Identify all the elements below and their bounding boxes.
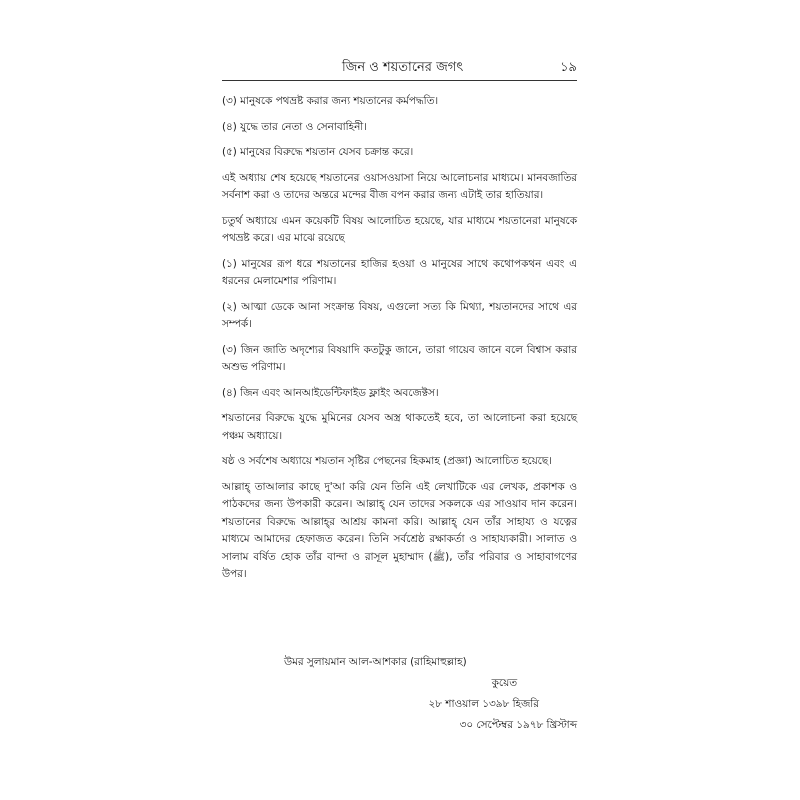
list-item: (৪) যুদ্ধে তার নেতা ও সেনাবাহিনী। <box>222 120 367 133</box>
list-item: (৩) জিন জাতি অদৃশ্যের বিষয়াদি কতটুকু জানে, তারা গায়েব জানে বলে বিশ্বাস করার অশুভ পরিণাম। <box>222 343 577 373</box>
signature-hijri-date: ২৮ শাওয়াল ১৩৯৮ হিজরি <box>428 698 539 710</box>
page-body <box>222 93 577 592</box>
signature-author: উমর সুলায়মান আল-আশকার (রাহিমাহুল্লাহ) <box>284 656 467 668</box>
paragraph: ষষ্ঠ ও সর্বশেষ অধ্যায়ে শয়তান সৃষ্টির পেছনের হিকমাহ (প্রজ্ঞা) আলোচিত হয়েছে। <box>222 455 552 467</box>
header-rule <box>222 80 577 81</box>
signature-block <box>222 652 577 736</box>
list-item: (৫) মানুষের বিরুদ্ধে শয়তান যেসব চক্রান্ত করে। <box>222 146 414 158</box>
page-number: ১৯ <box>560 60 577 75</box>
signature-place: কুয়েত <box>491 677 517 689</box>
paragraph: চতুর্থ অধ্যায়ে এমন কয়েকটি বিষয় আলোচিত হয়েছে, যার মাধ্যমে শয়তানেরা মানুষকে পথভ্রষ্ট করে। এর মাঝে রয়েছে <box>222 214 577 244</box>
running-title: জিন ও শয়তানের জগৎ <box>342 60 464 75</box>
paragraph: আল্লাহ্‌ তাআলার কাছে দু'আ করি যেন তিনি এই লেখাটিকে এর লেখক, প্রকাশক ও পাঠকদের জন্য উপকারী করেন। আল্লাহ্‌ যেন তাদের সকলকে এর সাওয়াব দান করেন। শয়তানের বিরুদ্ধে আল্লাহ্‌র আশ্রয় কামনা করি। আল্লাহ্‌ যেন তাঁর সাহায্য ও যত্নের মাধ্যমে আমাদের হেফাজত করেন। তিনি সর্বশ্রেষ্ঠ রক্ষাকর্তা ও সাহায্যকারী। সালাত ও সালাম বর্ষিত হোক তাঁর বান্দা ও রাসূল মুহাম্মাদ (ﷺ), তাঁর পরিবার ও সাহাবাগণের উপর। <box>222 480 577 580</box>
paragraph: এই অধ্যায় শেষ হয়েছে শয়তানের ওয়াসওয়াসা নিয়ে আলোচনার মাধ্যমে। মানবজাতির সর্বনাশ করা ও তাদের অন্তরে মন্দের বীজ বপন করার জন্য এটাই তার হাতিয়ার। <box>222 171 577 201</box>
list-item: (২) আত্মা ডেকে আনা সংক্রান্ত বিষয়, এগুলো সত্য কি মিথ্যা, শয়তানদের সাথে এর সম্পর্ক। <box>222 300 577 330</box>
list-item: (৪) জিন এবং আনআইডেন্টিফাইড ফ্লাইং অবজেক্টস। <box>222 386 439 399</box>
running-header <box>222 60 577 82</box>
list-item: (৩) মানুষকে পথভ্রষ্ট করার জন্য শয়তানের কর্মপদ্ধতি। <box>222 95 439 107</box>
signature-gregorian-date: ৩০ সেপ্টেম্বর ১৯৭৮ খ্রিস্টাব্দ <box>459 719 577 731</box>
list-item: (১) মানুষের রূপ ধরে শয়তানের হাজির হওয়া ও মানুষের সাথে কথোপকথন এবং এ ধরনের মেলামেশার পরিণাম। <box>222 257 577 287</box>
paragraph: শয়তানের বিরুদ্ধে যুদ্ধে মুমিনের যেসব অস্ত্র থাকতেই হবে, তা আলোচনা করা হয়েছে পঞ্চম অধ্যায়ে। <box>222 412 577 442</box>
